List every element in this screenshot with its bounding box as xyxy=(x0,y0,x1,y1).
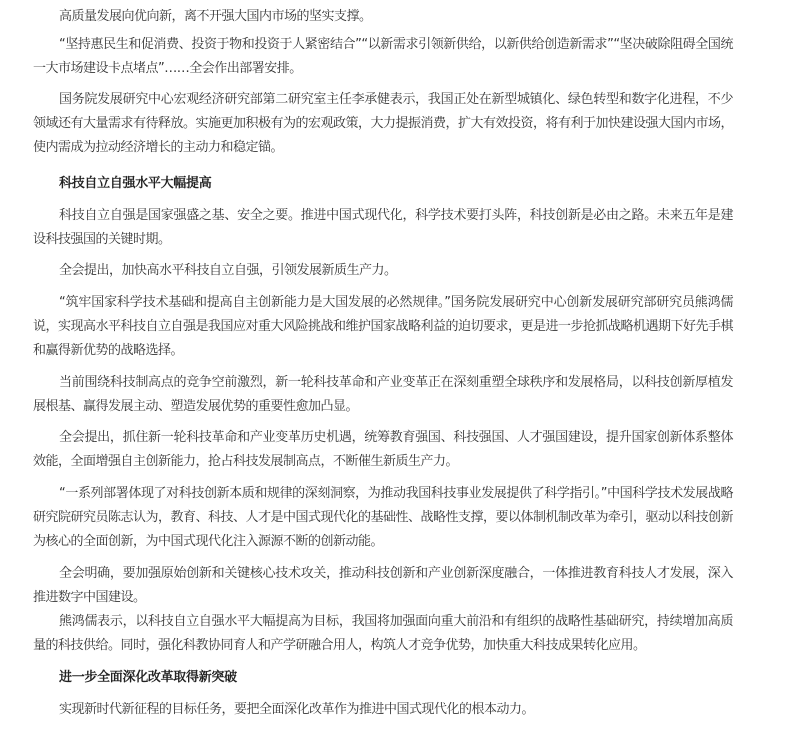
article-paragraph: “筑牢国家科学技术基础和提高自主创新能力是大国发展的必然规律。”国务院发展研究中心创新发展研究部研究员熊鸿儒说，实现高水平科技自立自强是我国应对重大风险挑战和维护国家战略利益的迫切要求，更是进一步抢抓战略机遇期下好先手棋和赢得新优势的战略选择。 xyxy=(33,295,734,358)
article-paragraph: 高质量发展向优向新，离不开强大国内市场的坚实支撑。 xyxy=(59,9,372,24)
article-paragraph: “一系列部署体现了对科技创新本质和规律的深刻洞察，为推动我国科技事业发展提供了科学指引。”中国科学技术发展战略研究院研究员陈志认为，教育、科技、人才是中国式现代化的基础性、战略性支撑，要以体制机制改革为牵引，驱动以科技创新为核心的全面创新，为中国式现代化注入源源不断的创新动能。 xyxy=(33,486,734,549)
article-paragraph: 当前围绕科技制高点的竞争空前激烈，新一轮科技革命和产业变革正在深刻重塑全球秩序和发展格局，以科技创新厚植发展根基、赢得发展主动、塑造发展优势的重要性愈加凸显。 xyxy=(33,375,733,414)
article-paragraph: 全会提出，加快高水平科技自立自强，引领发展新质生产力。 xyxy=(59,263,397,278)
article-paragraph: 熊鸿儒表示，以科技自立自强水平大幅提高为目标，我国将加强面向重大前沿和有组织的战略性基础研究，持续增加高质量的科技供给。同时，强化科教协同育人和产学研融合用人，构筑人才竞争优势，加快重大科技成果转化应用。 xyxy=(33,614,733,653)
article-paragraph: 国务院发展研究中心宏观经济研究部第二研究室主任李承健表示，我国正处在新型城镇化、绿色转型和数字化进程，不少领域还有大量需求有待释放。实施更加积极有为的宏观政策，大力提振消费，扩大有效投资，将有利于加快建设强大国内市场，使内需成为拉动经济增长的主动力和稳定锚。 xyxy=(33,92,734,155)
article-paragraph: 科技自立自强是国家强盛之基、安全之要。推进中国式现代化，科学技术要打头阵，科技创新是必由之路。未来五年是建设科技强国的关键时期。 xyxy=(33,208,733,247)
article-paragraph: “坚持惠民生和促消费、投资于物和投资于人紧密结合”“以新需求引领新供给，以新供给创造新需求”“坚决破除阻碍全国统一大市场建设卡点堵点”……全会作出部署安排。 xyxy=(33,37,733,76)
section-heading: 进一步全面深化改革取得新突破 xyxy=(59,670,237,685)
section-heading: 科技自立自强水平大幅提高 xyxy=(59,176,212,191)
article-paragraph: 实现新时代新征程的目标任务，要把全面深化改革作为推进中国式现代化的根本动力。 xyxy=(59,702,535,717)
article-paragraph: 全会提出，抓住新一轮科技革命和产业变革历史机遇，统筹教育强国、科技强国、人才强国建设，提升国家创新体系整体效能，全面增强自主创新能力，抢占科技发展制高点，不断催生新质生产力。 xyxy=(33,430,733,469)
article-paragraph: 全会明确，要加强原始创新和关键核心技术攻关，推动科技创新和产业创新深度融合，一体推进教育科技人才发展，深入推进数字中国建设。 xyxy=(33,566,733,605)
